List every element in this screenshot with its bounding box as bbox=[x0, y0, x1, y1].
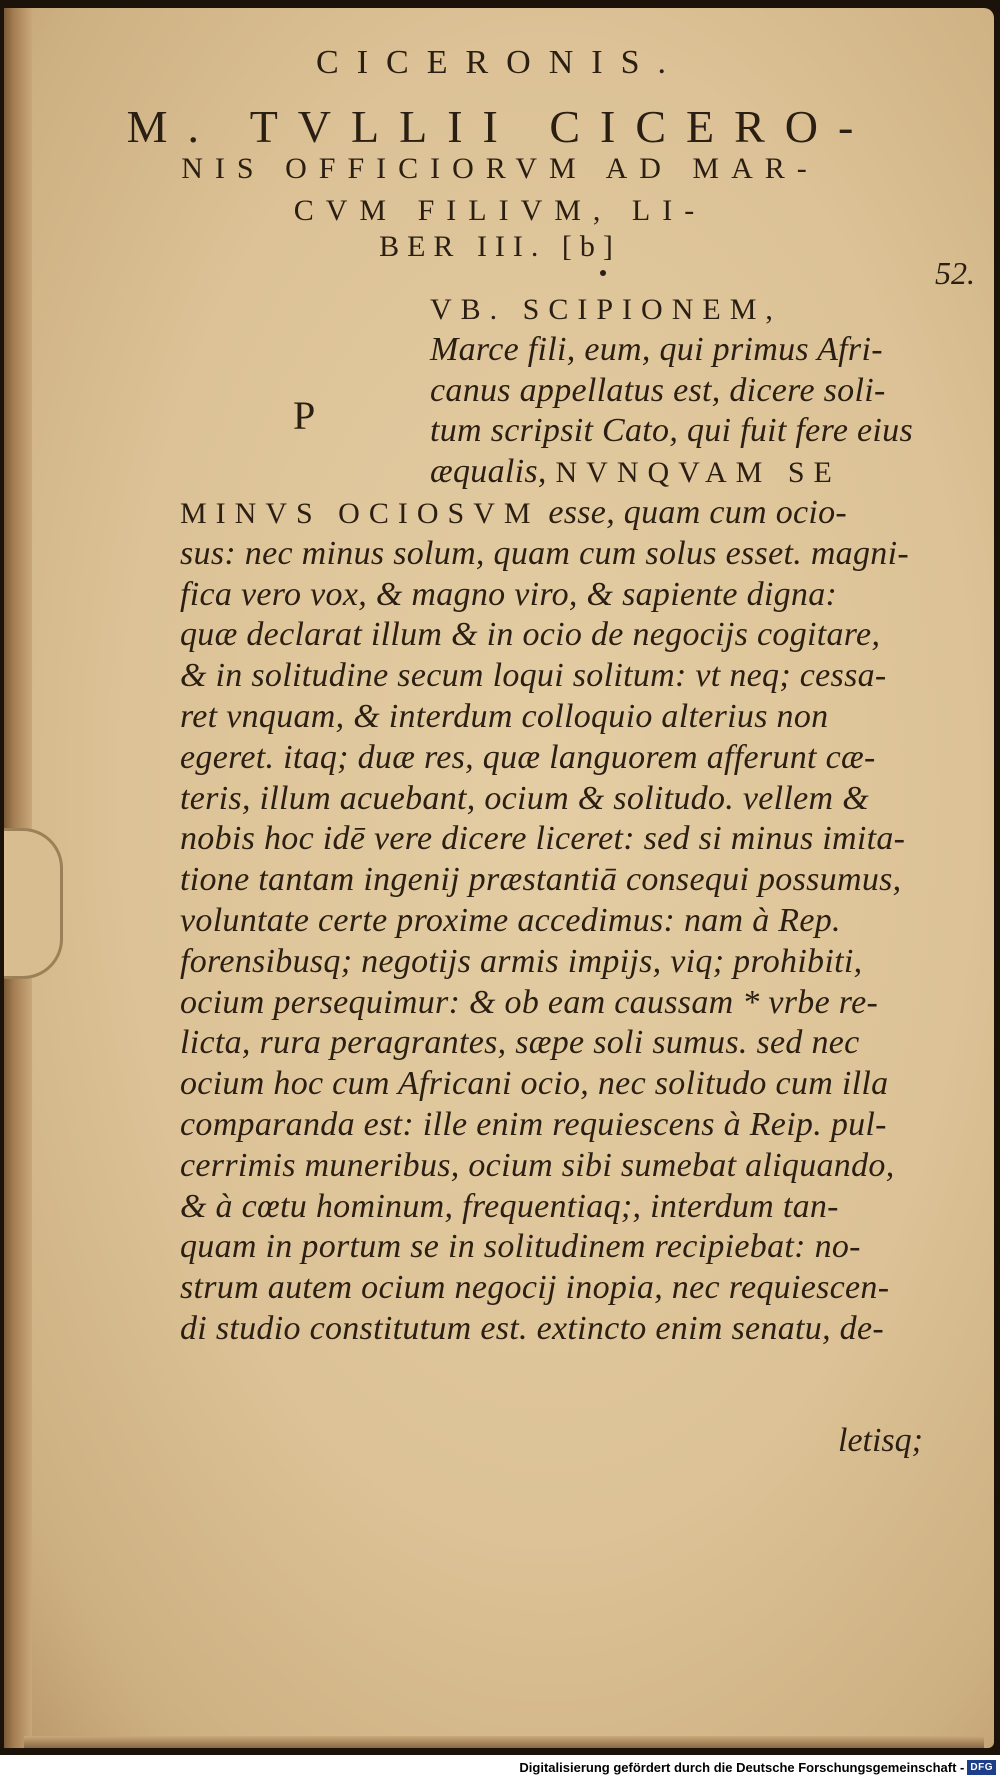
text-line bbox=[180, 984, 925, 1022]
text-line bbox=[180, 576, 925, 614]
ornament-dot bbox=[600, 270, 606, 276]
text-line bbox=[180, 1269, 925, 1307]
text-line bbox=[180, 698, 925, 736]
italic-text: forensibusq; negotijs armis impijs, viq; prohibiti, bbox=[180, 942, 863, 980]
text-line bbox=[430, 372, 925, 410]
text-line bbox=[180, 1024, 925, 1062]
italic-text: ocium persequimur: & ob eam caussam * vrbe re- bbox=[180, 983, 879, 1021]
italic-text: Marce fili, eum, qui primus Afri- bbox=[430, 330, 883, 368]
italic-text: quæ declarat illum & in ocio de negocijs cogitare, bbox=[180, 616, 881, 654]
italic-text: cerrimis muneribus, ocium sibi sumebat aliquando, bbox=[180, 1146, 895, 1184]
italic-text: quam in portum se in solitudinem recipiebat: no- bbox=[180, 1228, 861, 1266]
text-line bbox=[180, 902, 925, 940]
text-line bbox=[180, 1065, 925, 1103]
drop-initial: P bbox=[293, 393, 316, 438]
text-line bbox=[180, 1310, 925, 1348]
italic-text: nobis hoc idē vere dicere liceret: sed si minus imita- bbox=[180, 820, 906, 858]
text-line bbox=[180, 657, 925, 695]
text-line bbox=[180, 1228, 925, 1266]
italic-text: di studio constitutum est. extincto enim senatu, de- bbox=[180, 1310, 884, 1347]
text-line bbox=[430, 453, 925, 491]
text-line bbox=[180, 616, 925, 654]
text-line bbox=[180, 1106, 925, 1144]
running-head: CICERONIS. bbox=[316, 44, 684, 81]
italic-text: fica vero vox, & magno viro, & sapiente digna: bbox=[180, 575, 838, 613]
italic-text: egeret. itaq; duæ res, quæ languorem afferunt cæ- bbox=[180, 738, 876, 776]
small-caps-text: MINVS OCIOSVM bbox=[180, 497, 540, 530]
text-line bbox=[430, 331, 925, 369]
italic-text: tum scripsit Cato, qui fuit fere eius bbox=[430, 412, 913, 450]
credit-text: Digitalisierung gefördert durch die Deutsche Forschungsgemeinschaft - bbox=[519, 1759, 965, 1775]
text-line bbox=[180, 535, 925, 573]
italic-text: tione tantam ingenij præstantiā consequi possumus, bbox=[180, 861, 902, 899]
italic-text: licta, rura peragrantes, sæpe soli sumus. sed nec bbox=[180, 1024, 860, 1062]
text-line bbox=[180, 1188, 925, 1226]
folio-number: 52. bbox=[935, 255, 975, 291]
italic-text: strum autem ocium negocij inopia, nec requiescen- bbox=[180, 1269, 890, 1307]
catchword: letisq; bbox=[838, 1422, 923, 1459]
italic-text: sus: nec minus solum, quam cum solus esset. magni- bbox=[180, 534, 909, 572]
text-line bbox=[430, 412, 925, 450]
text-line bbox=[180, 820, 925, 858]
text-line bbox=[180, 943, 925, 981]
italic-text: ret vnquam, & interdum colloquio alterius non bbox=[180, 698, 829, 735]
italic-text: æqualis, bbox=[430, 453, 556, 491]
text-line bbox=[180, 861, 925, 899]
text-line bbox=[180, 780, 925, 818]
text-line bbox=[430, 290, 925, 328]
small-caps-text: NVNQVAM SE bbox=[555, 456, 841, 490]
italic-text: comparanda est: ille enim requiescens à Reip. pul- bbox=[180, 1106, 887, 1143]
title-line: BER III. [b] bbox=[379, 230, 621, 263]
text-line bbox=[180, 494, 925, 532]
title-line: CVM FILIVM, LI- bbox=[293, 194, 707, 227]
italic-text: canus appellatus est, dicere soli- bbox=[430, 371, 886, 409]
italic-text: & in solitudine secum loqui solitum: vt neq; cessa- bbox=[180, 657, 887, 695]
italic-text: voluntate certe proxime accedimus: nam à Rep. bbox=[180, 902, 841, 939]
dfg-logo: DFG bbox=[967, 1760, 996, 1775]
italic-text: ocium hoc cum Africani ocio, nec solitudo cum illa bbox=[180, 1065, 889, 1103]
digitization-credit bbox=[519, 1755, 1000, 1779]
title-line: M. TVLLII CICERO- bbox=[126, 101, 874, 152]
italic-text: esse, quam cum ocio- bbox=[539, 494, 848, 531]
italic-text: & à cœtu hominum, frequentiaq;, interdum tan- bbox=[180, 1187, 839, 1225]
text-line bbox=[180, 739, 925, 777]
title-line: NIS OFFICIORVM AD MAR- bbox=[181, 152, 819, 185]
text-line bbox=[180, 1147, 925, 1185]
italic-text: teris, illum acuebant, ocium & solitudo. vellem & bbox=[180, 779, 869, 817]
small-caps-text: VB. SCIPIONEM, bbox=[430, 293, 782, 326]
clasp-tab bbox=[4, 828, 63, 979]
page-bottom-edge bbox=[24, 1736, 984, 1748]
